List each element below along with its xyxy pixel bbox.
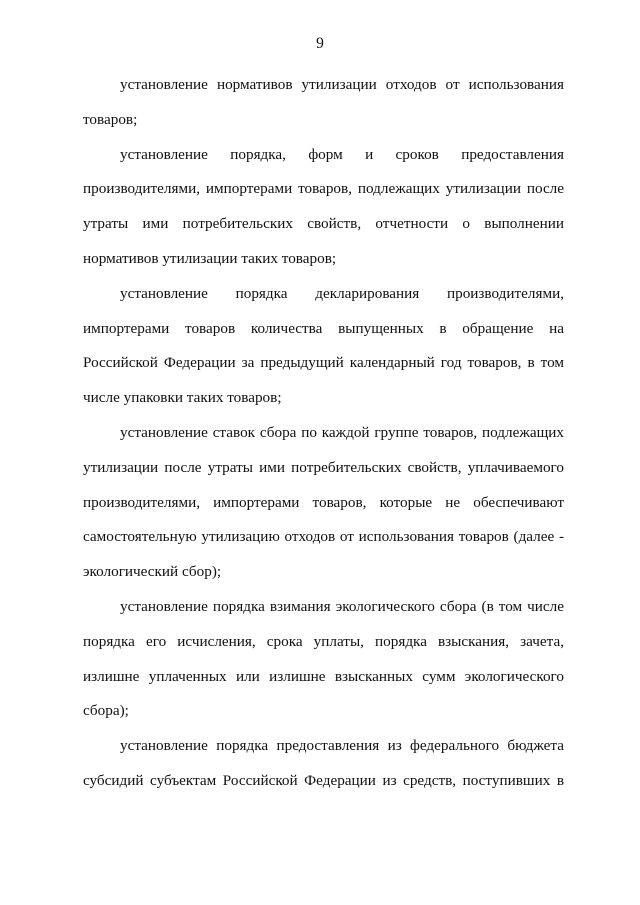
- paragraph-6: [83, 729, 564, 799]
- document-body: [83, 68, 564, 799]
- paragraph-line: излишне уплаченных или излишне взысканных сумм экологического: [83, 667, 564, 685]
- paragraph-3: [83, 277, 564, 416]
- paragraph-line: Российской Федерации за предыдущий календарный год товаров, в том: [83, 354, 564, 372]
- paragraph-1: [83, 68, 564, 138]
- paragraph-line: экологический сбор);: [83, 563, 222, 581]
- paragraph-line: порядка его исчисления, срока уплаты, порядка взыскания, зачета,: [83, 632, 564, 650]
- paragraph-line: утилизации после утраты ими потребительских свойств, уплачиваемого: [83, 458, 564, 476]
- paragraph-2: [83, 138, 564, 277]
- paragraph-line: производителями, импортерами товаров, которые не обеспечивают: [83, 493, 564, 511]
- paragraph-line: установление порядка взимания экологического сбора (в том числе: [120, 597, 564, 615]
- paragraph-line: установление порядка декларирования производителями,: [120, 284, 564, 302]
- paragraph-line: установление ставок сбора по каждой группе товаров, подлежащих: [120, 423, 564, 441]
- page-number: 9: [316, 35, 324, 52]
- paragraph-line: товаров;: [83, 110, 138, 128]
- paragraph-5: [83, 590, 564, 729]
- paragraph-line: числе упаковки таких товаров;: [83, 389, 282, 407]
- paragraph-line: утраты ими потребительских свойств, отчетности о выполнении: [83, 215, 564, 233]
- paragraph-line: субсидий субъектам Российской Федерации из средств, поступивших в: [83, 771, 564, 789]
- paragraph-line: импортерами товаров количества выпущенных в обращение на: [83, 319, 564, 337]
- paragraph-line: сбора);: [83, 702, 129, 720]
- paragraph-line: установление порядка, форм и сроков предоставления: [120, 145, 564, 163]
- paragraph-line: нормативов утилизации таких товаров;: [83, 249, 337, 267]
- paragraph-4: [83, 416, 564, 590]
- paragraph-line: установление нормативов утилизации отходов от использования: [120, 76, 564, 93]
- paragraph-line: установление порядка предоставления из федерального бюджета: [120, 737, 564, 755]
- paragraph-line: самостоятельную утилизацию отходов от использования товаров (далее -: [83, 528, 564, 546]
- paragraph-line: производителями, импортерами товаров, подлежащих утилизации после: [83, 180, 564, 198]
